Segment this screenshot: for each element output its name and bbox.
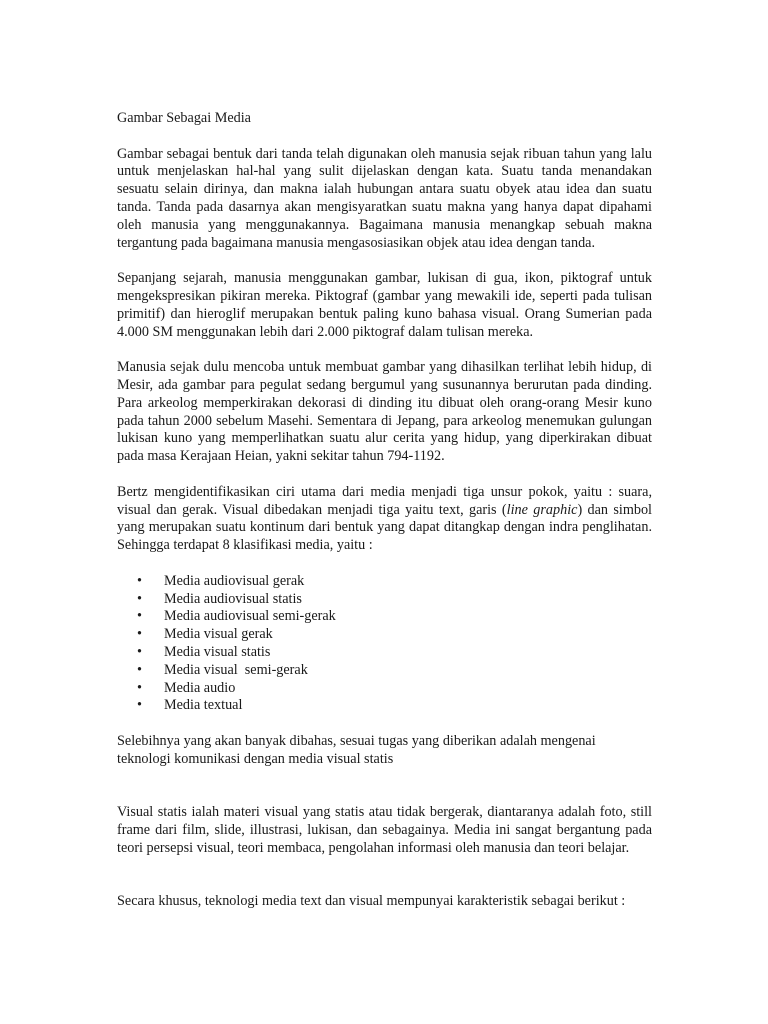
bullet-icon: • — [137, 661, 142, 678]
bullet-icon: • — [137, 679, 142, 696]
list-item — [117, 662, 652, 680]
bullet-icon: • — [137, 572, 142, 589]
list-item — [117, 680, 652, 698]
bullet-icon: • — [137, 590, 142, 607]
list-item — [117, 591, 652, 609]
document-page — [117, 110, 652, 929]
blank-line — [117, 875, 652, 893]
bullet-icon: • — [137, 643, 142, 660]
paragraph-4-italic-term: line graphic — [506, 501, 578, 518]
paragraph-7: Secara khusus, teknologi media text dan visual mempunyai karakteristik sebagai berikut : — [117, 893, 626, 910]
document-title: Gambar Sebagai Media — [117, 110, 251, 126]
blank-line — [117, 786, 652, 804]
list-item-label: Media visual semi-gerak — [164, 661, 308, 678]
bullet-icon: • — [137, 608, 142, 625]
paragraph-4-text-b: ) dan simbol yang merupakan suatu kontinum dari bentuk yang dapat ditangkap dengan indra penglihatan. Sehingga terdapat 8 klasifikasi media, yaitu : — [117, 501, 652, 554]
paragraph-6: Visual statis ialah materi visual yang statis atau tidak bergerak, diantaranya adalah foto, still frame dari film, slide, illustrasi, lukisan, dan sebagainya. Media ini sangat bergantung pada teori persepsi visual, teori membaca, pengolahan informasi oleh manusia dan teori belajar. — [117, 804, 652, 856]
list-item-label: Media audio — [164, 679, 236, 696]
paragraph-2: Sepanjang sejarah, manusia menggunakan gambar, lukisan di gua, ikon, piktograf untuk mengekspresikan pikiran mereka. Piktograf (gambar yang mewakili ide, seperti pada tulisan primitif) dan hieroglif merupakan bentuk paling kuno bahasa visual. Orang Sumerian pada 4.000 SM menggunakan lebih dari 2.000 piktograf dalam tulisan mereka. — [117, 270, 652, 340]
list-item — [117, 608, 652, 626]
list-item — [117, 697, 652, 715]
list-item-label: Media audiovisual gerak — [164, 572, 305, 589]
paragraph-1: Gambar sebagai bentuk dari tanda telah digunakan oleh manusia sejak ribuan tahun yang lalu untuk menjelaskan hal-hal yang sulit dijelaskan dengan kata. Suatu tanda menandakan sesuatu selain dirinya, dan makna ialah hubungan antara suatu obyek atau idea dan suatu tanda. Tanda pada dasarnya akan mengisyaratkan suatu makna yang hanya dapat dipahami oleh manusia yang menggunakannya. Bagaimana manusia menangkap sebuah makna tergantung pada bagaimana manusia mengasosiasikan objek atau idea dengan tanda. — [117, 145, 652, 251]
list-item — [117, 626, 652, 644]
paragraph-5: Selebihnya yang akan banyak dibahas, sesuai tugas yang diberikan adalah mengenai teknologi komunikasi dengan media visual statis — [117, 732, 596, 767]
list-item-label: Media audiovisual semi-gerak — [164, 608, 336, 625]
list-item-label: Media audiovisual statis — [164, 590, 302, 607]
list-item-label: Media visual gerak — [164, 626, 273, 643]
list-item-label: Media textual — [164, 697, 243, 714]
media-classification-list — [117, 573, 652, 715]
bullet-icon: • — [137, 626, 142, 643]
bullet-icon: • — [137, 697, 142, 714]
list-item — [117, 644, 652, 662]
paragraph-4-text-a: Bertz mengidentifikasikan ciri utama dari media menjadi tiga unsur pokok, yaitu : suara, visual dan gerak. Visual dibedakan menjadi tiga yaitu text, garis ( — [117, 483, 652, 518]
paragraph-4 — [117, 484, 652, 555]
paragraph-3: Manusia sejak dulu mencoba untuk membuat gambar yang dihasilkan terlihat lebih hidup, di Mesir, ada gambar para pegulat sedang bergumul yang susunannya berurutan pada dinding. Para arkeolog memperkirakan dekorasi di dinding itu dibuat oleh orang-orang Mesir kuno pada tahun 2000 sebelum Masehi. Sementara di Jepang, para arkeolog menemukan gulungan lukisan kuno yang memperlihatkan suatu alur cerita yang hidup, yang diperkirakan dibuat pada masa Kerajaan Heian, yakni sekitar tahun 794-1192. — [117, 359, 652, 465]
list-item — [117, 573, 652, 591]
list-item-label: Media visual statis — [164, 643, 271, 660]
